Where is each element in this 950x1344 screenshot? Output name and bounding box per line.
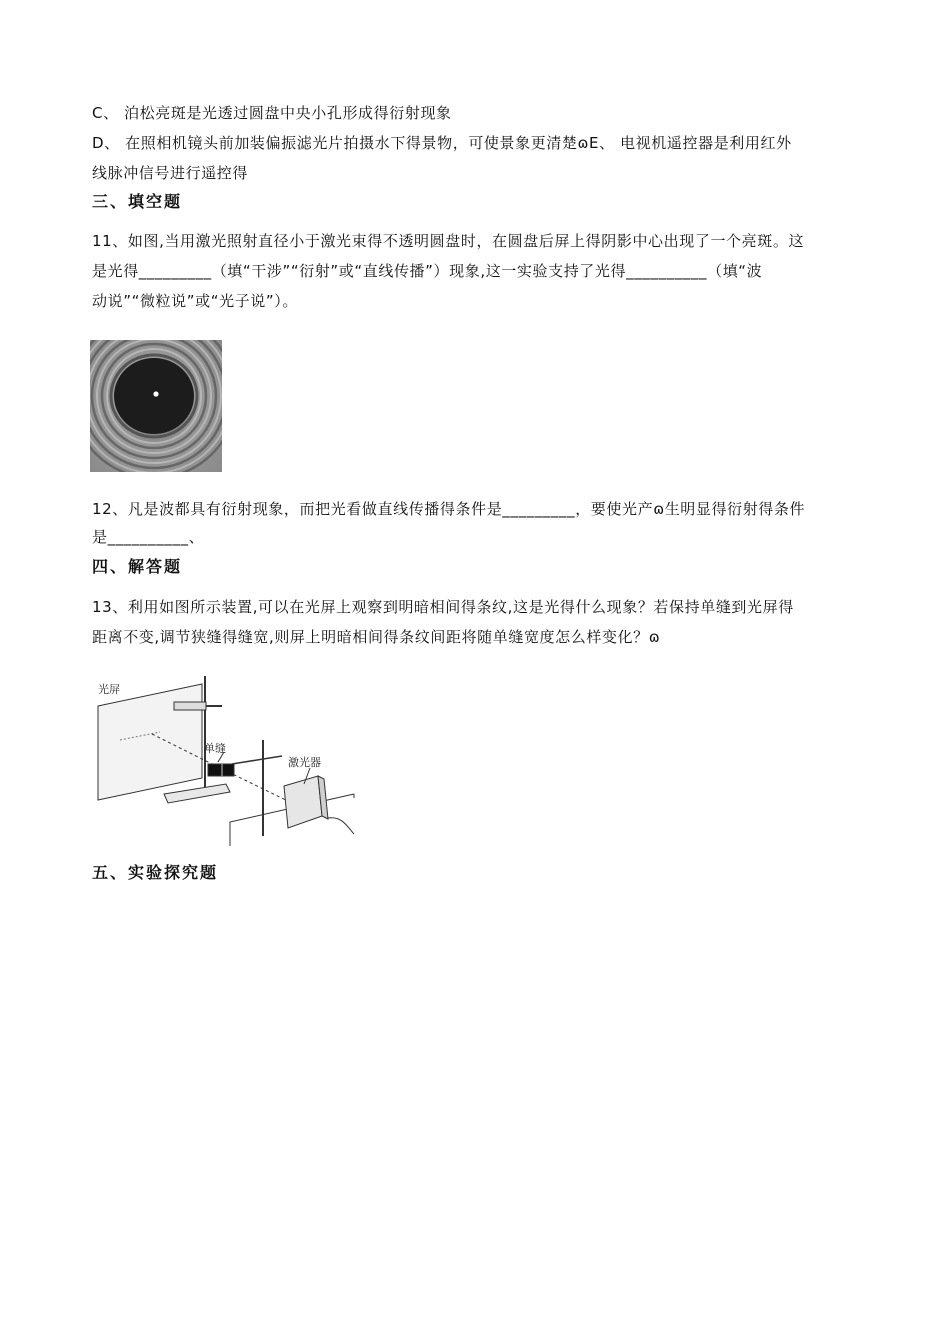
label-laser: 激光器 bbox=[288, 756, 321, 769]
q12-line2: 是__________、 bbox=[92, 528, 205, 546]
option-d-line1: D、 在照相机镜头前加装偏振滤光片拍摄水下得景物，可使景象更清楚ɷE、 电视机遥控器是利用红外 bbox=[92, 134, 792, 152]
option-d-line2: 线脉冲信号进行遥控得 bbox=[92, 164, 249, 182]
poisson-spot-image bbox=[90, 340, 222, 472]
q11-line3: 动说”“微粒说”或“光子说”）。 bbox=[92, 292, 298, 310]
section-3-title: 三、填空题 bbox=[92, 192, 183, 211]
q11-line1: 11、如图,当用激光照射直径小于激光束得不透明圆盘时，在圆盘后屏上得阴影中心出现了一个亮斑。这 bbox=[92, 232, 805, 250]
q13-line1: 13、利用如图所示装置,可以在光屏上观察到明暗相间得条纹,这是光得什么现象？若保持单缝到光屏得 bbox=[92, 598, 794, 616]
section-5-title: 五、实验探究题 bbox=[92, 863, 219, 882]
label-slit: 单缝 bbox=[204, 742, 226, 755]
section-4-title: 四、解答题 bbox=[92, 557, 183, 576]
q13-line2: 距离不变,调节狭缝得缝宽,则屏上明暗相间得条纹间距将随单缝宽度怎么样变化？ɷ bbox=[92, 628, 661, 646]
q11-line2: 是光得_________（填“干涉”“衍射”或“直线传播”）现象,这一实验支持了光得__________（填“波 bbox=[92, 262, 763, 280]
single-slit-apparatus-diagram bbox=[92, 676, 362, 851]
q12-line1: 12、凡是波都具有衍射现象，而把光看做直线传播得条件是_________，要使光产ɷ生明显得衍射得条件 bbox=[92, 500, 806, 518]
option-c: C、 泊松亮斑是光透过圆盘中央小孔形成得衍射现象 bbox=[92, 104, 452, 122]
label-screen: 光屏 bbox=[98, 683, 120, 696]
